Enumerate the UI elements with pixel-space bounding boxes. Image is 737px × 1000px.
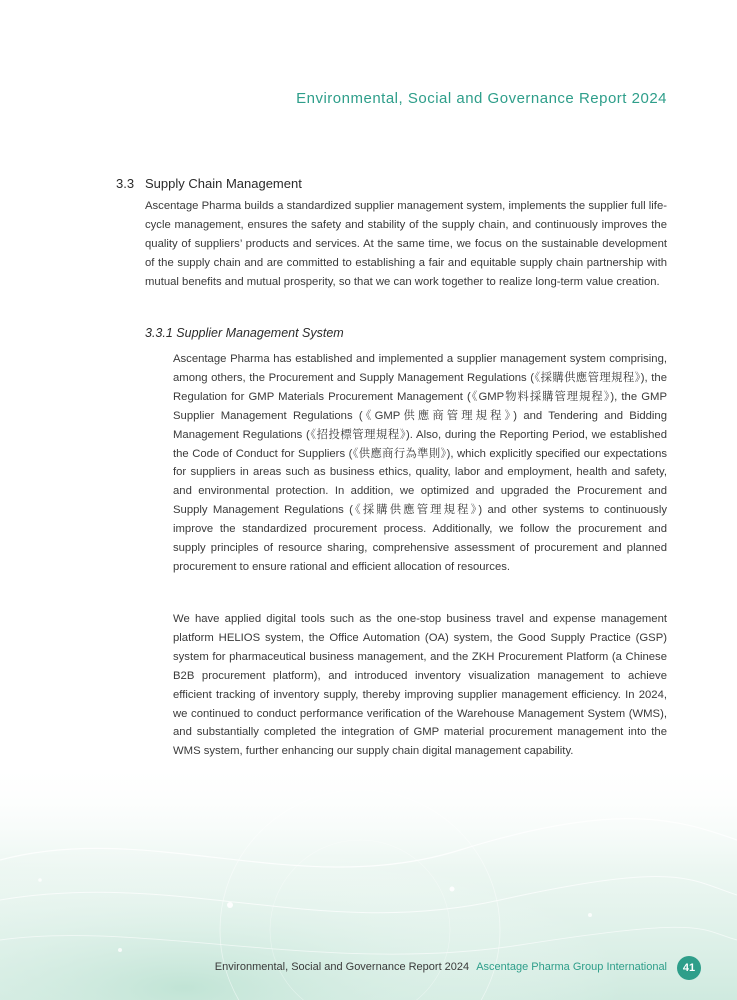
subsection-paragraph-1: Ascentage Pharma has established and implemented a supplier management system comprising, among others, the Procurement and Supply Management Regulations (《採購供應管理規程》), the Regulation for GMP Materials Procurement Management (《GMP物料採購管理規程》), the GMP Supplier Management Regulations (《GMP供應商管理規程》) and Tendering and Bidding Management Regulations (《招投標管理規程》). Also, during the Reporting Period, we established the Code of Conduct for Suppliers (《供應商行為準則》), which explicitly specified our expectations for suppliers in areas such as business ethics, quality, labor and employment, health and safety, and environmental protection. In addition, we optimized and upgraded the Procurement and Supply Management Regulations (《採購供應管理規程》) and other systems to continuously improve the standardized procurement process. Additionally, we follow the procurement and supply principles of resource sharing, comprehensive assessment of procurement and planned procurement to ensure rational and efficient allocation of resources. [173,353,667,573]
section-paragraph: Ascentage Pharma builds a standardized supplier management system, implements the supplier full life-cycle management, ensures the safety and stability of the supply chain, and continuously improves the quality of suppliers’ products and services. At the same time, we focus on the sustainable development of the supply chain and are committed to establishing a fair and equitable supply chain partnership with mutual benefits and mutual prosperity, so that we can work together to realize long-term value creation. [145,200,667,288]
page-footer [215,961,667,973]
footer-company-name: Ascentage Pharma Group International [476,961,667,973]
footer-report-title: Environmental, Social and Governance Report 2024 [214,961,470,973]
report-header-title: Environmental, Social and Governance Report 2024 [296,90,667,107]
section-title: Supply Chain Management [145,176,302,191]
page-number-badge: 41 [677,956,701,980]
subsection-paragraph-2: We have applied digital tools such as the one-stop business travel and expense management platform HELIOS system, the Office Automation (OA) system, the Good Supply Practice (GSP) system for pharmaceutical business management, and the ZKH Procurement Platform (a Chinese B2B procurement platform), and introduced inventory visualization management to achieve efficient tracking of inventory supply, thereby improving supplier management efficiency. In 2024, we continued to conduct performance verification of the Warehouse Management System (WMS), and substantially completed the integration of GMP material procurement management into the WMS system, further enhancing our supply chain digital management capability. [173,613,667,758]
section-number: 3.3 [116,176,135,191]
subsection-title: 3.3.1 Supplier Management System [145,326,344,340]
